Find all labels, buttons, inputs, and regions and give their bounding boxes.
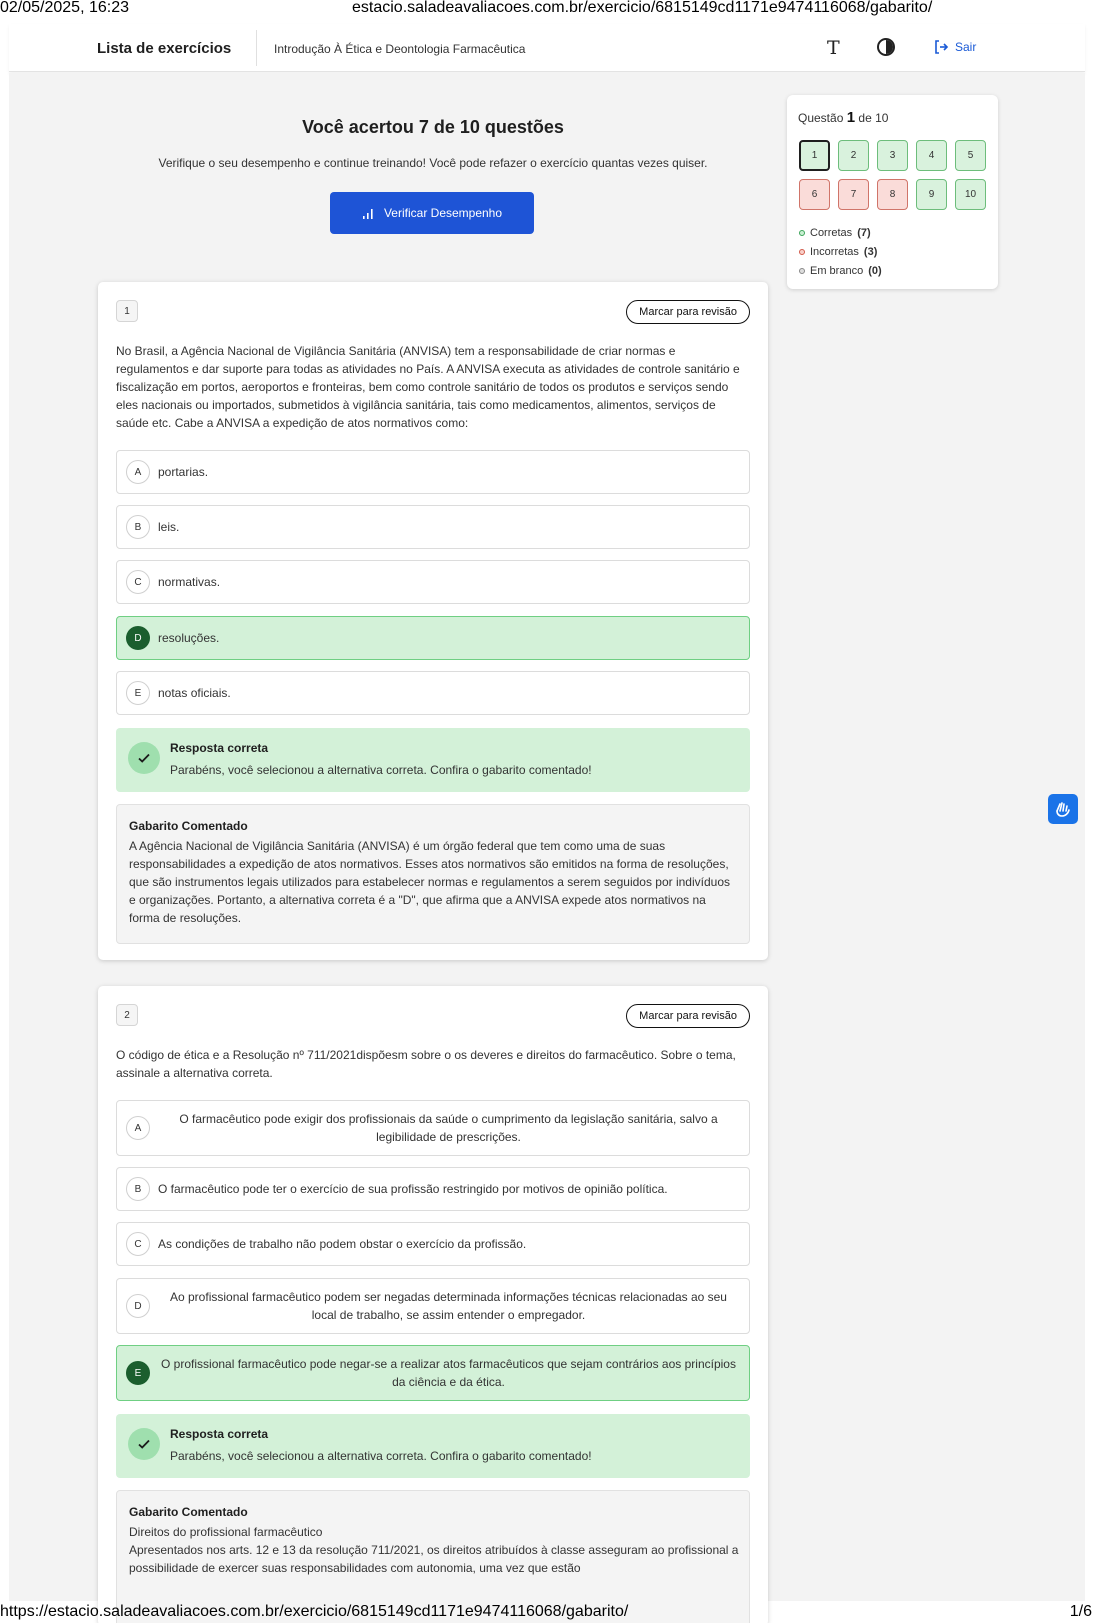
answer-explanation [116,804,750,944]
question-navigator [787,95,998,289]
legend-correct [799,223,882,242]
text-size-icon[interactable]: T [827,37,840,59]
option-text: O farmacêutico pode exigir dos profissionais da saúde o cumprimento da legislação sanitária, salvo a legibilidade de prescrições. [179,1112,718,1144]
check-performance-button[interactable] [330,192,534,234]
option-text: notas oficiais. [158,686,231,700]
logout-label: Sair [955,40,977,54]
nav-question-3[interactable]: 3 [877,140,908,171]
option-letter: E [126,681,150,705]
explanation-title: Gabarito Comentado [129,1505,248,1519]
option-letter: D [126,626,150,650]
legend-correct-label: Corretas [810,226,853,239]
option-text: resoluções. [158,631,220,645]
check-icon [128,1428,160,1460]
question-number: 2 [116,1004,138,1026]
question-stem: O código de ética e a Resolução nº 711/2021dispõesm sobre o os deveres e direitos do farmacêutico. Sobre o tema, assinale a alternativa correta. [116,1048,736,1080]
print-datetime: 02/05/2025, 16:23 [0,0,130,16]
feedback-title: Resposta correta [170,1427,269,1441]
question-card [98,986,768,1623]
feedback-text: Parabéns, você selecionou a alternativa correta. Confira o gabarito comentado! [170,763,592,777]
feedback-title: Resposta correta [170,741,269,755]
explanation-text [129,1523,739,1577]
navigator-legend [799,223,882,280]
app-title[interactable]: Lista de exercícios [97,40,232,57]
nav-question-10[interactable]: 10 [955,179,986,210]
course-title: Introdução À Ética e Deontologia Farmacêutica [274,42,526,56]
option-letter: C [126,1232,150,1256]
legend-blank-count: (0) [868,264,882,277]
score-title: Você acertou 7 de 10 questões [302,117,564,137]
option-text: Ao profissional farmacêutico podem ser negadas determinada informações técnicas relacionadas ao seu local de trabalho, se assim entender o empregador. [170,1290,727,1322]
legend-blank-dot [799,268,805,274]
check-performance-label: Verificar Desempenho [383,206,503,220]
option-text: As condições de trabalho não podem obstar o exercício da profissão. [158,1237,527,1251]
option-b[interactable] [116,1167,750,1211]
option-text: normativas. [158,575,221,589]
logout-icon [933,39,949,55]
option-letter: B [126,1177,150,1201]
question-card [98,282,768,960]
option-text: O profissional farmacêutico pode negar-se a realizar atos farmacêuticos que sejam contrários aos princípios da ciência e da ética. [161,1357,736,1389]
sign-language-widget[interactable] [1048,794,1078,824]
sign-language-icon [1053,799,1073,819]
nav-question-8[interactable]: 8 [877,179,908,210]
option-a[interactable] [116,450,750,494]
answer-feedback [116,1414,750,1478]
navigator-prefix: Questão [798,111,844,125]
navigator-current: 1 [846,109,856,126]
bar-chart-icon [362,206,376,220]
option-a[interactable] [116,1100,750,1156]
top-navigation-bar [9,24,1085,72]
nav-question-2[interactable]: 2 [838,140,869,171]
answer-feedback [116,728,750,792]
print-page-number: 1/6 [1069,1603,1092,1620]
contrast-icon[interactable] [877,38,895,56]
option-c[interactable] [116,1222,750,1266]
option-letter: D [126,1294,150,1318]
legend-incorrect-label: Incorretas [810,245,859,258]
explanation-body: Apresentados nos arts. 12 e 13 da resolução 711/2021, os direitos atribuídos à classe asseguram ao profissional a possibilidade de exercer suas responsabilidades com autonomia, uma vez que estão [129,1543,739,1575]
option-b[interactable] [116,505,750,549]
explanation-text: A Agência Nacional de Vigilância Sanitária (ANVISA) é um órgão federal que tem como uma de suas responsabilidades a expedição de atos normativos. Esses atos normativos são emitidos na forma de resoluções, que são instrumentos legais utilizados para estabelecer normas e regulamentos a serem seguidos por indivíduos e organizações. Portanto, a alternativa correta é a "D", que afirma que a ANVISA expede atos normativos na forma de resoluções. [129,839,731,925]
option-c[interactable] [116,560,750,604]
nav-question-4[interactable]: 4 [916,140,947,171]
option-letter: B [126,515,150,539]
option-letter: A [126,460,150,484]
nav-question-7[interactable]: 7 [838,179,869,210]
option-e[interactable] [116,1345,750,1401]
mark-for-review-button[interactable]: Marcar para revisão [626,300,750,324]
nav-question-9[interactable]: 9 [916,179,947,210]
navigator-suffix: de 10 [858,111,889,125]
print-url: estacio.saladeavaliacoes.com.br/exercicio/6815149cd1171e9474116068/gabarito/ [352,0,933,16]
explanation-heading: Direitos do profissional farmacêutico [129,1525,323,1539]
option-d[interactable] [116,616,750,660]
check-icon [128,742,160,774]
legend-correct-dot [799,230,805,236]
result-summary [98,117,768,220]
option-text: portarias. [158,465,209,479]
legend-incorrect-dot [799,249,805,255]
option-letter: E [126,1361,150,1385]
legend-blank [799,261,882,280]
legend-incorrect [799,242,882,261]
print-footer [0,1601,1094,1623]
question-stem: No Brasil, a Agência Nacional de Vigilância Sanitária (ANVISA) tem a responsabilidade de criar normas e regulamentos e dar suporte para todas as atividades no País. A ANVISA executa as atividades de controle sanitário e fiscalização em portos, aeroportos e fronteiras, bem como controle sanitário de todos os produtos e serviços sendo eles nacionais ou importados, submetidos à vigilância sanitária, tais como medicamentos, alimentos, serviços de saúde etc. Cabe a ANVISA a expedição de atos normativos como: [116,344,740,430]
option-letter: A [126,1116,150,1140]
navigator-grid [799,140,986,210]
topbar-divider [256,30,257,66]
option-d[interactable] [116,1278,750,1334]
navigator-title [798,109,888,126]
feedback-text: Parabéns, você selecionou a alternativa correta. Confira o gabarito comentado! [170,1449,592,1463]
nav-question-6[interactable]: 6 [799,179,830,210]
mark-for-review-button[interactable]: Marcar para revisão [626,1004,750,1028]
score-subtitle: Verifique o seu desempenho e continue treinando! Você pode refazer o exercício quantas vezes quiser. [158,156,708,170]
nav-question-1[interactable]: 1 [799,140,830,171]
option-text: O farmacêutico pode ter o exercício de sua profissão restringido por motivos de opinião política. [158,1182,668,1196]
option-text: leis. [158,520,180,534]
nav-question-5[interactable]: 5 [955,140,986,171]
option-e[interactable] [116,671,750,715]
legend-correct-count: (7) [857,226,871,239]
explanation-title: Gabarito Comentado [129,819,248,833]
option-letter: C [126,570,150,594]
print-footer-url: https://estacio.saladeavaliacoes.com.br/exercicio/6815149cd1171e9474116068/gabarito/ [0,1603,629,1620]
legend-blank-label: Em branco [810,264,864,277]
print-header [0,0,1094,18]
legend-incorrect-count: (3) [863,245,878,258]
question-number: 1 [116,300,138,322]
logout-button[interactable] [933,39,976,55]
